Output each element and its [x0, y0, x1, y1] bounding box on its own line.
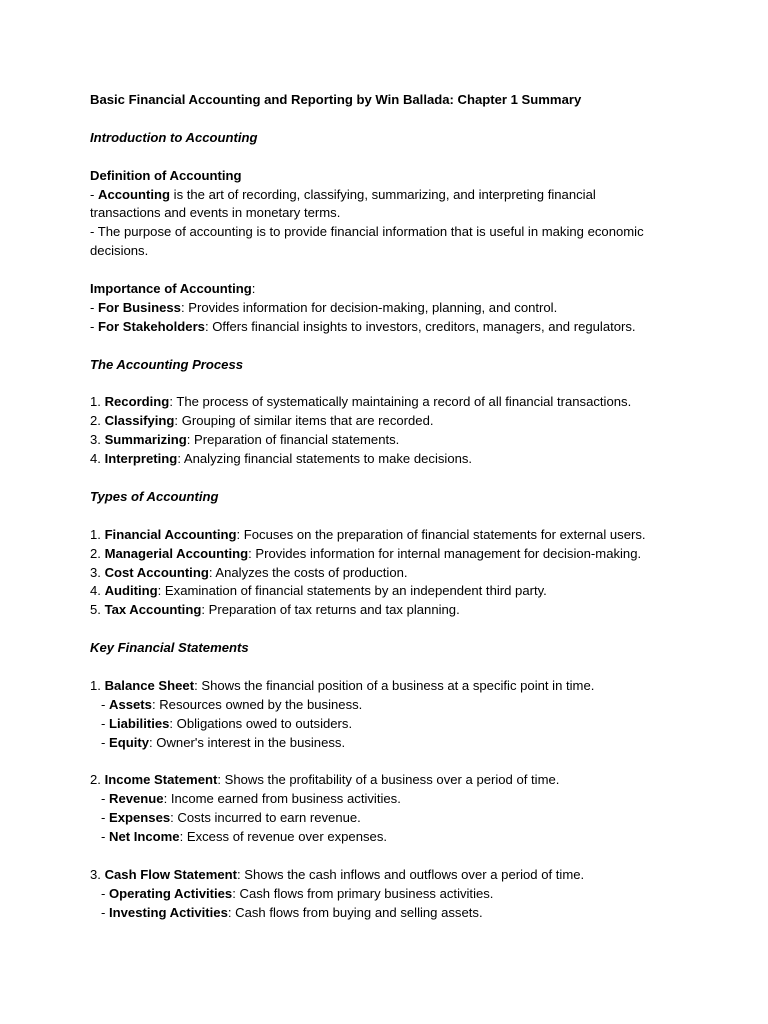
description: : The process of systematically maintaining a record of all financial transactions. — [169, 394, 632, 410]
term: Cost Accounting — [104, 564, 209, 580]
number-prefix: 5. — [90, 602, 105, 618]
bullet-prefix: - — [90, 186, 98, 202]
list-item — [90, 526, 690, 545]
description: : Analyzes the costs of production. — [208, 564, 408, 580]
sub-list-item — [90, 734, 690, 753]
spacer — [90, 469, 690, 488]
term: Operating Activities — [109, 885, 233, 901]
term: Classifying — [104, 413, 175, 429]
description: : Shows the cash inflows and outflows over a period of time. — [236, 866, 585, 882]
description: : Offers financial insights to investors, creditors, managers, and regulators. — [204, 318, 636, 334]
term: Summarizing — [104, 432, 187, 448]
term: Accounting — [98, 186, 171, 202]
term: Equity — [109, 734, 150, 750]
spacer — [90, 847, 690, 866]
bullet-prefix: - — [90, 318, 98, 334]
description: : Resources owned by the business. — [151, 696, 363, 712]
sub-list-item — [90, 885, 690, 904]
description: : Provides information for decision-making, planning, and control. — [180, 299, 558, 315]
list-item — [90, 601, 690, 620]
heading-suffix: : — [251, 281, 256, 297]
number-prefix: 4. — [90, 451, 105, 467]
term: Revenue — [109, 791, 164, 807]
number-prefix: 3. — [90, 866, 105, 882]
list-item — [90, 412, 690, 431]
section-title-statements: Key Financial Statements — [90, 640, 249, 656]
bullet-prefix: - — [101, 904, 109, 920]
spacer — [90, 148, 690, 167]
list-item — [90, 582, 690, 601]
section-title-introduction: Introduction to Accounting — [90, 129, 258, 145]
heading-definition: Definition of Accounting — [90, 167, 242, 183]
spacer — [90, 261, 690, 280]
number-prefix: 1. — [90, 394, 105, 410]
term: Auditing — [104, 583, 158, 599]
spacer — [90, 337, 690, 356]
list-item — [90, 299, 690, 318]
number-prefix: 2. — [90, 545, 105, 561]
description: : Preparation of financial statements. — [186, 432, 400, 448]
term: Assets — [109, 696, 152, 712]
description: : Owner's interest in the business. — [149, 734, 346, 750]
list-item — [90, 393, 690, 412]
term: Investing Activities — [109, 904, 228, 920]
term: Net Income — [109, 829, 180, 845]
description: : Costs incurred to earn revenue. — [170, 810, 361, 826]
list-item — [90, 771, 690, 790]
document-page — [90, 91, 690, 923]
document-title: Basic Financial Accounting and Reporting by Win Ballada: Chapter 1 Summary — [90, 92, 582, 107]
definition-line-continued: transactions and events in monetary terms. — [90, 205, 341, 221]
number-prefix: 3. — [90, 564, 105, 580]
spacer — [90, 375, 690, 394]
term: Recording — [104, 394, 170, 410]
description: : Examination of financial statements by an independent third party. — [157, 583, 547, 599]
number-prefix: 2. — [90, 772, 105, 788]
section-title-types: Types of Accounting — [90, 488, 219, 504]
description: : Obligations owed to outsiders. — [169, 715, 353, 731]
sub-list-item — [90, 828, 690, 847]
number-prefix: 1. — [90, 526, 105, 542]
section-title-process: The Accounting Process — [90, 356, 244, 372]
spacer — [90, 507, 690, 526]
term: Financial Accounting — [104, 526, 237, 542]
list-item — [90, 866, 690, 885]
spacer — [90, 620, 690, 639]
description: : Cash flows from primary business activities. — [232, 885, 494, 901]
description: : Cash flows from buying and selling assets. — [227, 904, 483, 920]
description: : Shows the financial position of a business at a specific point in time. — [194, 677, 595, 693]
description: : Preparation of tax returns and tax planning. — [201, 602, 460, 618]
term: For Business — [98, 299, 181, 315]
spacer — [90, 110, 690, 129]
sub-list-item — [90, 696, 690, 715]
term: Expenses — [109, 810, 171, 826]
bullet-prefix: - — [90, 299, 98, 315]
number-prefix: 3. — [90, 432, 105, 448]
description: : Excess of revenue over expenses. — [179, 829, 388, 845]
term: Interpreting — [104, 451, 178, 467]
description: : Grouping of similar items that are recorded. — [174, 413, 434, 429]
spacer — [90, 753, 690, 772]
description: : Provides information for internal management for decision-making. — [248, 545, 642, 561]
list-item — [90, 564, 690, 583]
bullet-prefix: - — [101, 885, 109, 901]
bullet-prefix: - — [101, 810, 109, 826]
description: is the art of recording, classifying, summarizing, and interpreting financial — [170, 186, 596, 202]
list-item — [90, 545, 690, 564]
number-prefix: 1. — [90, 677, 105, 693]
description: : Focuses on the preparation of financial statements for external users. — [236, 526, 646, 542]
number-prefix: 2. — [90, 413, 105, 429]
term: For Stakeholders — [98, 318, 205, 334]
heading-importance-text: Importance of Accounting — [90, 281, 252, 297]
sub-list-item — [90, 790, 690, 809]
bullet-prefix: - — [101, 791, 109, 807]
purpose-line-continued: decisions. — [90, 243, 149, 259]
spacer — [90, 658, 690, 677]
sub-list-item — [90, 904, 690, 923]
purpose-line: - The purpose of accounting is to provide financial information that is useful in making economic — [90, 224, 644, 240]
list-item — [90, 677, 690, 696]
list-item — [90, 431, 690, 450]
description: : Income earned from business activities. — [163, 791, 401, 807]
bullet-prefix: - — [101, 734, 109, 750]
term: Income Statement — [104, 772, 218, 788]
definition-line — [90, 186, 690, 205]
list-item — [90, 450, 690, 469]
sub-list-item — [90, 715, 690, 734]
description: : Analyzing financial statements to make decisions. — [177, 451, 473, 467]
term: Tax Accounting — [104, 602, 202, 618]
term: Cash Flow Statement — [104, 866, 237, 882]
sub-list-item — [90, 809, 690, 828]
description: : Shows the profitability of a business over a period of time. — [217, 772, 560, 788]
heading-importance — [90, 280, 690, 299]
number-prefix: 4. — [90, 583, 105, 599]
bullet-prefix: - — [101, 715, 109, 731]
bullet-prefix: - — [101, 829, 109, 845]
list-item — [90, 318, 690, 337]
bullet-prefix: - — [101, 696, 109, 712]
term: Managerial Accounting — [104, 545, 249, 561]
term: Balance Sheet — [104, 677, 195, 693]
term: Liabilities — [109, 715, 170, 731]
